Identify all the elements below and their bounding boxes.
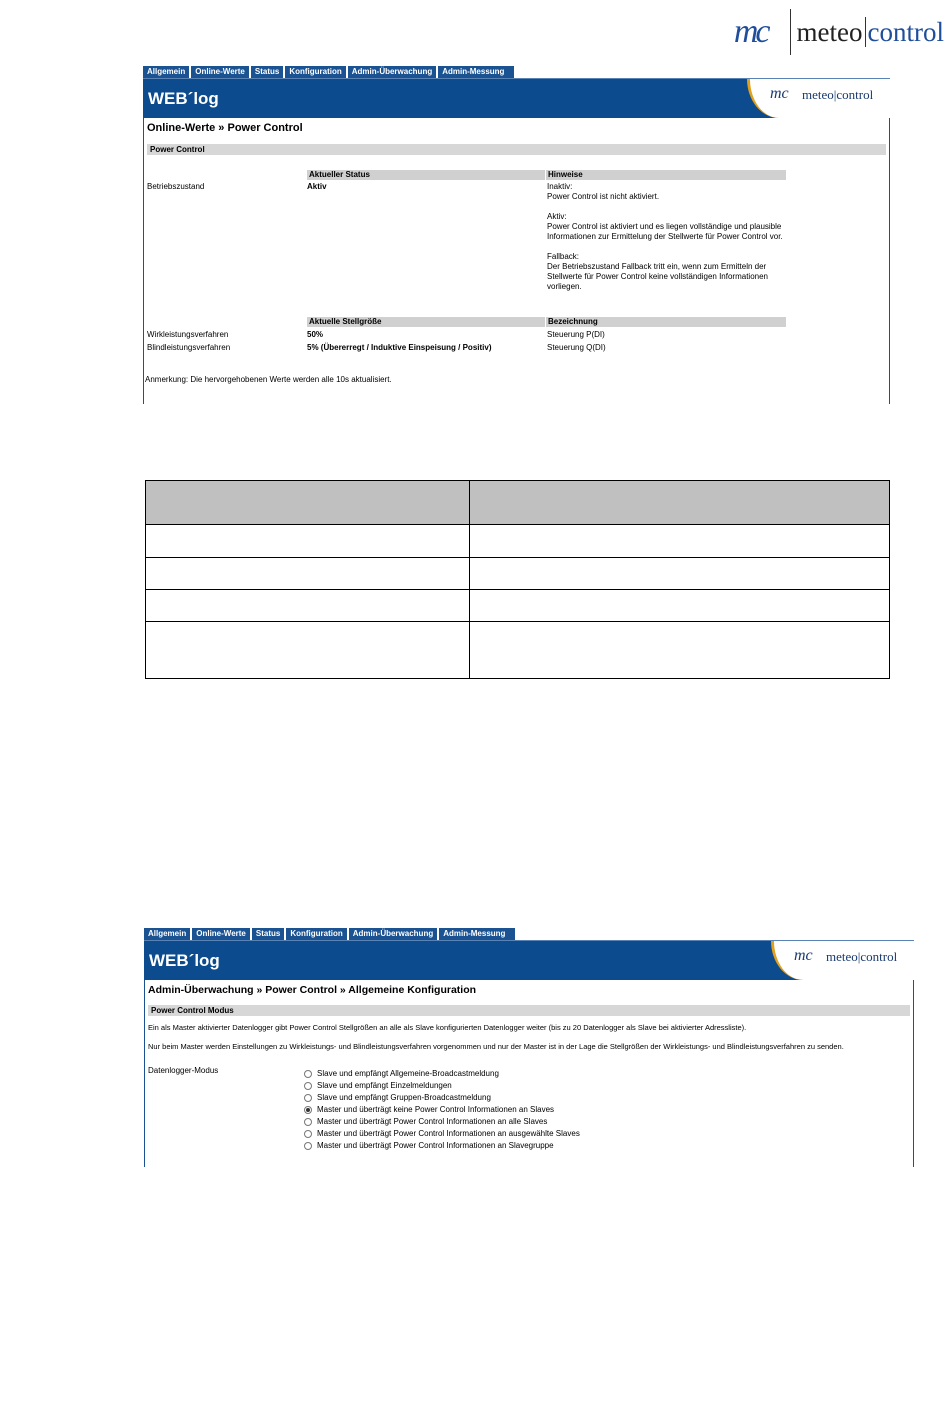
- row-value-blindleistung: 5% (Übererregt / Induktive Einspeisung / Positiv): [307, 343, 492, 352]
- tab-online-werte[interactable]: Online-Werte: [192, 928, 250, 940]
- intro-paragraph-1: Ein als Master aktivierter Datenlogger gibt Power Control Stellgrößen an alle als Slave konfigurierten Datenlogger weiter (bis zu 20 Datenlogger als Slave bei aktivierter Adressliste).: [148, 1023, 747, 1032]
- section-header: Power Control: [147, 144, 886, 155]
- radio-option-label: Master und überträgt keine Power Control Informationen an Slaves: [317, 1105, 555, 1114]
- page-heading: Online-Werte » Power Control: [147, 122, 303, 134]
- page-content: [144, 980, 914, 1167]
- nav-tabs: [144, 928, 914, 940]
- brand-divider: [790, 9, 791, 55]
- nav-tabs: [143, 66, 890, 78]
- table-cell: [470, 558, 890, 590]
- brand-logo: [734, 4, 944, 60]
- table-row: [146, 622, 890, 679]
- col-header-bezeichnung: Bezeichnung: [546, 317, 786, 327]
- app-banner: [144, 940, 914, 980]
- brand-word-control: control: [867, 16, 944, 47]
- empty-table: [145, 480, 890, 679]
- banner-logo: [747, 79, 890, 118]
- radio-option[interactable]: [304, 1069, 580, 1081]
- table-row: [146, 558, 890, 590]
- tab-online-werte[interactable]: Online-Werte: [191, 66, 249, 78]
- banner-logo: [771, 941, 914, 980]
- tab-admin-messung[interactable]: Admin-Messung: [439, 928, 515, 940]
- radio-option-label: Slave und empfängt Einzelmeldungen: [317, 1081, 452, 1090]
- col-header-status: Aktueller Status: [307, 170, 545, 180]
- brand-mark: mc: [733, 13, 768, 50]
- table-cell: [146, 622, 470, 679]
- table-cell: [146, 590, 470, 622]
- app-title: WEB´log: [148, 89, 219, 108]
- intro-paragraph-2: Nur beim Master werden Einstellungen zu Wirkleistungs- und Blindleistungsverfahren vorgenommen und nur der Master ist in der Lage die Stellgrößen der Wirkleistungs- und Blindleistungsverfahren zu senden.: [148, 1042, 844, 1051]
- radio-option-label: Slave und empfängt Gruppen-Broadcastmeldung: [317, 1093, 491, 1102]
- table-cell: [146, 558, 470, 590]
- tab-allgemein[interactable]: Allgemein: [143, 66, 189, 78]
- app-title: WEB´log: [149, 951, 220, 970]
- radio-option-label: Slave und empfängt Allgemeine-Broadcastmeldung: [317, 1069, 499, 1078]
- radio-option-label: Master und überträgt Power Control Informationen an alle Slaves: [317, 1117, 548, 1126]
- hint-fallback-text: Der Betriebszustand Fallback tritt ein, wenn zum Ermitteln der Stellwerte für Power Control keine vollständigen Informationen vorliegen.: [547, 262, 769, 291]
- table-header-cell: [146, 481, 470, 525]
- page-content: [143, 118, 890, 404]
- row-label-wirkleistung: Wirkleistungsverfahren: [147, 330, 229, 339]
- page-heading: Admin-Überwachung » Power Control » Allgemeine Konfiguration: [148, 984, 477, 996]
- row-label-blindleistung: Blindleistungsverfahren: [147, 343, 231, 352]
- table-row: [146, 590, 890, 622]
- hint-fallback-title: Fallback:: [547, 252, 580, 261]
- section-header: Power Control Modus: [148, 1005, 910, 1016]
- banner-logo-word1: meteo: [802, 87, 834, 102]
- table-cell: [146, 525, 470, 558]
- hint-aktiv-text: Power Control ist aktiviert und es liegen vollständige und plausible Informationen zur Ermittelung der Stellwerte für Power Control vor.: [547, 222, 783, 241]
- banner-logo-word2: control: [860, 949, 898, 964]
- radio-option[interactable]: [304, 1117, 580, 1129]
- banner-logo-word1: meteo: [826, 949, 858, 964]
- radio-option[interactable]: [304, 1081, 580, 1093]
- radio-option-label: Master und überträgt Power Control Informationen an Slavegruppe: [317, 1141, 554, 1150]
- radio-button[interactable]: [304, 1070, 312, 1078]
- tab-konfiguration[interactable]: Konfiguration: [285, 66, 345, 78]
- tab-admin-messung[interactable]: Admin-Messung: [438, 66, 514, 78]
- table-cell: [470, 525, 890, 558]
- table-row: [146, 525, 890, 558]
- tab-admin-ueberwachung[interactable]: Admin-Überwachung: [349, 928, 437, 940]
- mode-radio-group: [304, 1069, 580, 1153]
- radio-button[interactable]: [304, 1094, 312, 1102]
- banner-logo-text: meteo|control: [802, 87, 874, 102]
- table-cell: [470, 590, 890, 622]
- brand-word-meteo: meteo: [796, 16, 863, 47]
- radio-button[interactable]: [304, 1130, 312, 1138]
- banner-logo-text: meteo|control: [826, 949, 898, 964]
- tab-status[interactable]: Status: [252, 928, 284, 940]
- radio-button[interactable]: [304, 1142, 312, 1150]
- hint-inaktiv-text: Power Control ist nicht aktiviert.: [547, 192, 660, 201]
- row-value-wirkleistung: 50%: [307, 330, 324, 339]
- row-name-wirkleistung: Steuerung P(DI): [547, 330, 605, 339]
- table-cell: [470, 622, 890, 679]
- banner-logo-word2: control: [836, 87, 874, 102]
- row-label-betriebszustand: Betriebszustand: [147, 182, 205, 191]
- radio-option[interactable]: [304, 1093, 580, 1105]
- row-value-betriebszustand: Aktiv: [307, 182, 327, 191]
- banner-logo-mark: mc: [794, 947, 813, 964]
- radio-button[interactable]: [304, 1082, 312, 1090]
- radio-option-label: Master und überträgt Power Control Informationen an ausgewählte Slaves: [317, 1129, 580, 1138]
- radio-option[interactable]: [304, 1129, 580, 1141]
- table-header-cell: [470, 481, 890, 525]
- table-header-row: [146, 481, 890, 525]
- tab-allgemein[interactable]: Allgemein: [144, 928, 190, 940]
- update-note: Anmerkung: Die hervorgehobenen Werte werden alle 10s aktualisiert.: [145, 375, 392, 384]
- screenshot-power-control-config: [144, 928, 914, 1167]
- radio-option[interactable]: [304, 1141, 580, 1153]
- row-name-blindleistung: Steuerung Q(DI): [547, 343, 606, 352]
- tab-status[interactable]: Status: [251, 66, 283, 78]
- hints-block: [547, 182, 783, 292]
- radio-option[interactable]: [304, 1105, 580, 1117]
- mode-label: Datenlogger-Modus: [148, 1066, 219, 1075]
- brand-divider-2: [865, 17, 866, 47]
- banner-logo-mark: mc: [770, 85, 789, 102]
- app-banner: [143, 78, 890, 118]
- hint-aktiv-title: Aktiv:: [547, 212, 567, 221]
- screenshot-online-werte: [143, 66, 890, 403]
- radio-button[interactable]: [304, 1118, 312, 1126]
- col-header-hints: Hinweise: [546, 170, 786, 180]
- tab-admin-ueberwachung[interactable]: Admin-Überwachung: [348, 66, 436, 78]
- tab-konfiguration[interactable]: Konfiguration: [286, 928, 346, 940]
- radio-button-selected[interactable]: [304, 1106, 312, 1114]
- col-header-stellgroesse: Aktuelle Stellgröße: [307, 317, 545, 327]
- hint-inaktiv-title: Inaktiv:: [547, 182, 573, 191]
